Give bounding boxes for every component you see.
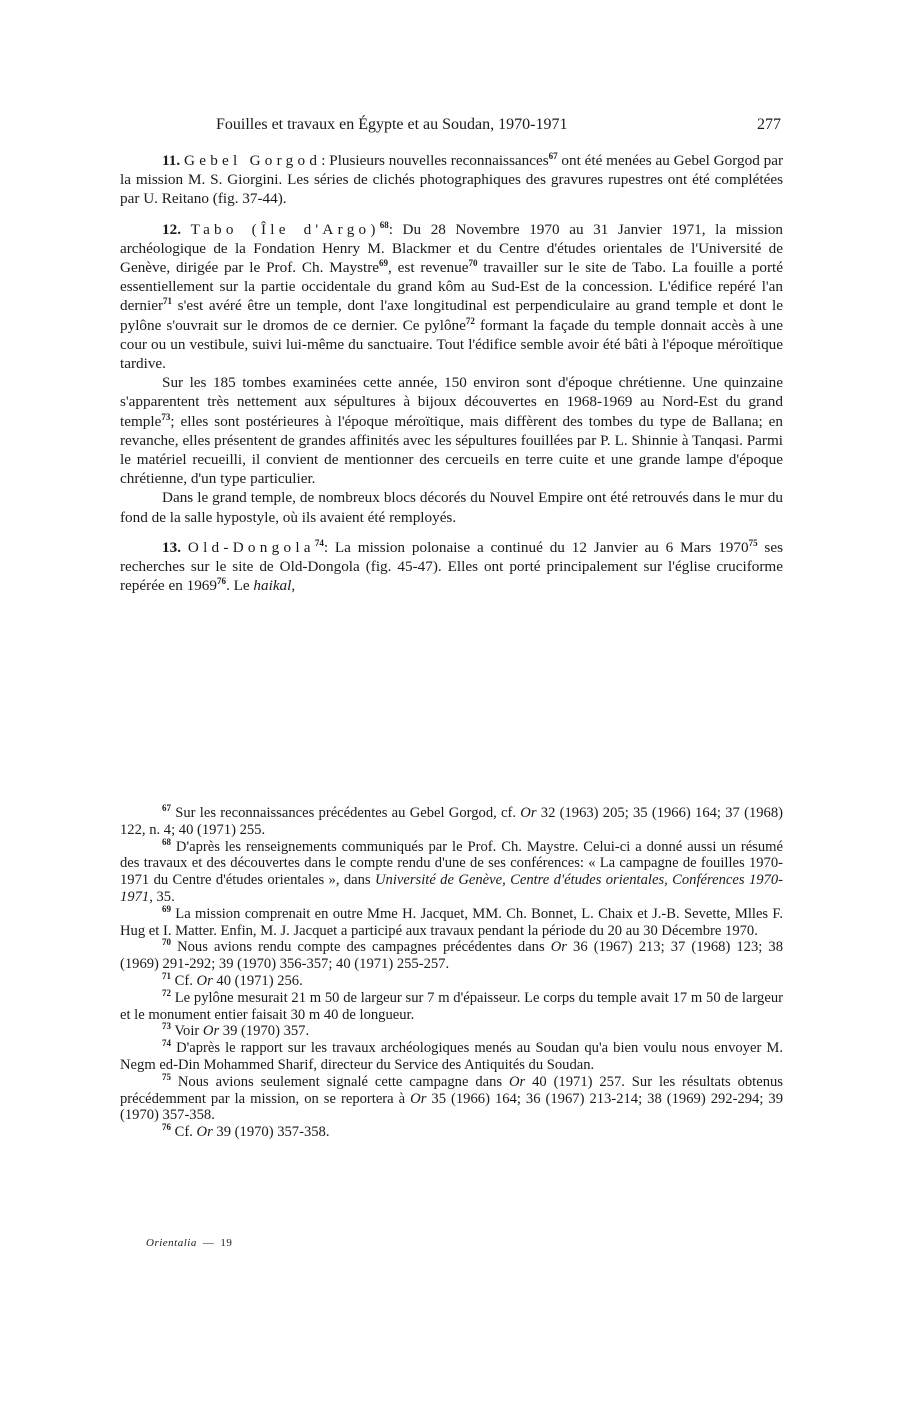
footnote-76 <box>120 1124 783 1141</box>
footnote-text: 32 (1963) 205; 35 (1966) 164; 37 (1968) 122, n. 4; 40 (1971) 255. <box>120 805 783 838</box>
section-12-paragraph-3: Dans le grand temple, de nombreux blocs décorés du Nouvel Empire ont été retrouvés dans le mur du fond de la salle hypostyle, où ils avaient été remployés. <box>120 489 783 526</box>
footnote-number: 69 <box>162 903 171 914</box>
heading-separator: : <box>321 152 330 169</box>
running-title: Fouilles et travaux en Égypte et au Soudan, 1970-1971 <box>216 116 568 133</box>
footnote-ref[interactable]: 76 <box>216 576 226 587</box>
footnote-ref[interactable]: 69 <box>379 258 389 269</box>
section-13-paragraph <box>120 538 783 596</box>
footnote-text: Sur les reconnaissances précédentes au Gebel Gorgod, cf. <box>171 805 521 821</box>
section-12-paragraph <box>120 220 783 374</box>
footnote-number: 75 <box>162 1071 171 1082</box>
footnote-70 <box>120 939 783 973</box>
journal-abbrev: Or <box>520 805 537 821</box>
paragraph-text: . Le <box>225 577 254 595</box>
footnote-text: Nous avions seulement signalé cette campagne dans <box>171 1073 509 1090</box>
footnote-text: D'après le rapport sur les travaux archéologiques menés au Soudan qu'a bien voulu nous envoyer M. Negm ed-Din Mohammed Sharif, directeur du Service des Antiquités du Soudan. <box>120 1040 783 1073</box>
section-heading: Old-Dongola <box>187 538 315 556</box>
footnote-text: Cf. <box>171 972 197 989</box>
footnote-text: , 35. <box>149 888 175 905</box>
paragraph-text: ; elles sont postérieures à l'époque méroïtique, mais diffèrent des tombes du type de Ballana; en revanche, elles présentent de grandes affinités avec les sépultures fouillées par P. L. Shinnie à Tanqasi. Parmi le matériel recueilli, il convient de mentionner des cercueils en terre cuite et une grande lampe d'époque chrétienne, d'un type particulier. <box>120 412 783 488</box>
footnote-text: 39 (1970) 357-358. <box>212 1124 330 1141</box>
paragraph-text: Sur les 185 tombes examinées cette année, 150 environ sont d'époque chrétienne. Une quinzaine s'apparentent très nettement aux sépultures à bijoux découvertes en 1968-1969 au Nord-Est du grand temple <box>120 374 783 430</box>
footnote-67 <box>120 805 783 839</box>
footnote-ref[interactable]: 74 <box>314 537 324 548</box>
footnote-ref[interactable]: 72 <box>465 315 475 326</box>
section-number: 13. <box>162 538 181 556</box>
journal-abbrev: Or <box>202 1023 220 1040</box>
paragraph-text: Plusieurs nouvelles reconnaissances <box>329 152 549 169</box>
section-11-paragraph <box>120 151 783 209</box>
journal-abbrev: Or <box>508 1073 526 1090</box>
journal-abbrev: Or <box>196 972 213 989</box>
footnote-72 <box>120 987 783 1024</box>
journal-abbrev: Or <box>196 1124 213 1141</box>
footnote-ref[interactable]: 71 <box>163 296 173 307</box>
paragraph-text: : La mission polonaise a continué du 12 Janvier au 6 Mars 1970 <box>323 538 749 556</box>
footnote-number: 76 <box>162 1122 171 1133</box>
footnote-text: Nous avions rendu compte des campagnes précédentes dans <box>171 939 551 956</box>
footnote-text: Cf. <box>171 1124 197 1141</box>
footnote-text: 40 (1971) 256. <box>212 972 303 989</box>
footnote-text: 40 (1971) 257. Sur les résultats obtenus précédemment par la mission, on se reportera à <box>120 1073 783 1107</box>
footnote-text: Le pylône mesurait 21 m 50 de largeur sur 7 m d'épaisseur. Le corps du temple avait 17 m 50 de largeur et le monument entier faisait 30 m 40 de longueur. <box>120 989 783 1023</box>
footnote-text: 39 (1970) 357. <box>219 1023 310 1040</box>
footnotes <box>120 805 783 1141</box>
footnote-number: 72 <box>162 987 171 998</box>
footnote-ref[interactable]: 68 <box>379 219 389 230</box>
footnote-text: 36 (1967) 213; 37 (1968) 123; 38 (1969) 291-292; 39 (1970) 356-357; 40 (1971) 255-257. <box>120 939 783 973</box>
footnote-text: 35 (1966) 164; 36 (1967) 213-214; 38 (1969) 292-294; 39 (1970) 357-358. <box>120 1090 784 1124</box>
paragraph-text: ont été menées au Gebel Gorgod par la mission M. S. Giorgini. Les séries de clichés photographiques des gravures rupestres ont été complétées par U. Reitano (fig. 37-44). <box>120 152 783 208</box>
footnote-69 <box>120 903 783 940</box>
paragraph-text: ses recherches sur le site de Old-Dongola (fig. 45-47). Elles ont porté principalement sur l'église cruciforme repérée en 1969 <box>120 538 783 595</box>
footnote-number: 67 <box>162 803 171 813</box>
journal-abbrev: Or <box>410 1090 427 1107</box>
page-number: 277 <box>757 116 781 133</box>
italic-citation: Université de Genève, Centre d'études orientales, Conférences 1970-1971 <box>120 872 783 905</box>
footnote-number: 73 <box>162 1021 171 1032</box>
footnote-text: La mission comprenait en outre Mme H. Jacquet, MM. Ch. Bonnet, L. Chaix et J.-B. Sevette, Mlles F. Hug et I. Matter. Enfin, M. J. Jacquet a participé aux travaux pendant la période du 20 au 30 Décembre 1970. <box>120 905 783 939</box>
running-header <box>120 116 783 138</box>
footnote-71 <box>120 970 783 990</box>
paragraph-text: formant la façade du temple donnait accès à une cour ou un vestibule, suivi lui-même du sanctuaire. Tout l'édifice semble avoir été bâti à l'époque méroïtique tardive. <box>120 316 783 373</box>
footnote-74 <box>120 1040 783 1074</box>
footnote-number: 74 <box>162 1038 171 1049</box>
footnote-number: 68 <box>162 836 171 847</box>
journal-abbrev: Or <box>550 939 567 956</box>
footnote-text: Voir <box>171 1023 203 1040</box>
paragraph-text: s'est avéré être un temple, dont l'axe longitudinal est perpendiculaire au grand temple et dont le pylône s'ouvrait sur le dromos de ce dernier. Ce pylône <box>120 297 783 334</box>
section-number: 12. <box>162 220 181 238</box>
paragraph-text: travailler sur le site de Tabo. La fouille a porté essentiellement sur la partie occidentale du grand kôm au Sud-Est de la concession. L'édifice repéré l'an dernier <box>120 259 783 315</box>
section-12-paragraph-2 <box>120 373 783 488</box>
footnote-text: D'après les renseignements communiqués par le Prof. Ch. Maystre. Celui-ci a donné aussi un résumé des travaux et des découvertes dans le compte rendu d'une de ses conférences: « La campagne de fouilles 1970-1971 du Centre d'études orientales », dans <box>120 838 783 889</box>
footnote-68 <box>120 836 783 906</box>
signature-number: 19 <box>220 1237 233 1249</box>
main-text <box>120 151 783 595</box>
paragraph-text: , est revenue <box>388 259 469 277</box>
footnote-ref[interactable]: 75 <box>748 537 758 548</box>
footnote-ref[interactable]: 73 <box>161 411 171 422</box>
footnote-number: 71 <box>162 970 171 981</box>
footnote-ref[interactable]: 67 <box>548 151 558 161</box>
signature-line <box>146 1237 232 1249</box>
separator-dash: — <box>202 1237 215 1249</box>
paragraph-text: : Du 28 Novembre 1970 au 31 Janvier 1971, la mission archéologique de la Fondation Henry M. Blackmer et du Centre d'études orientales de l'Université de Genève, dirigée par le Prof. Ch. Maystre <box>120 220 784 277</box>
section-number: 11. <box>162 152 181 169</box>
section-heading: Tabo (Île d'Argo) <box>190 220 380 238</box>
section-heading: Gebel Gorgod <box>183 152 322 169</box>
footnote-ref[interactable]: 70 <box>468 258 478 269</box>
italic-term: haikal, <box>253 577 296 595</box>
journal-name: Orientalia <box>146 1237 197 1249</box>
footnote-number: 70 <box>162 937 171 948</box>
footnote-75 <box>120 1071 784 1124</box>
footnote-73 <box>120 1023 783 1040</box>
